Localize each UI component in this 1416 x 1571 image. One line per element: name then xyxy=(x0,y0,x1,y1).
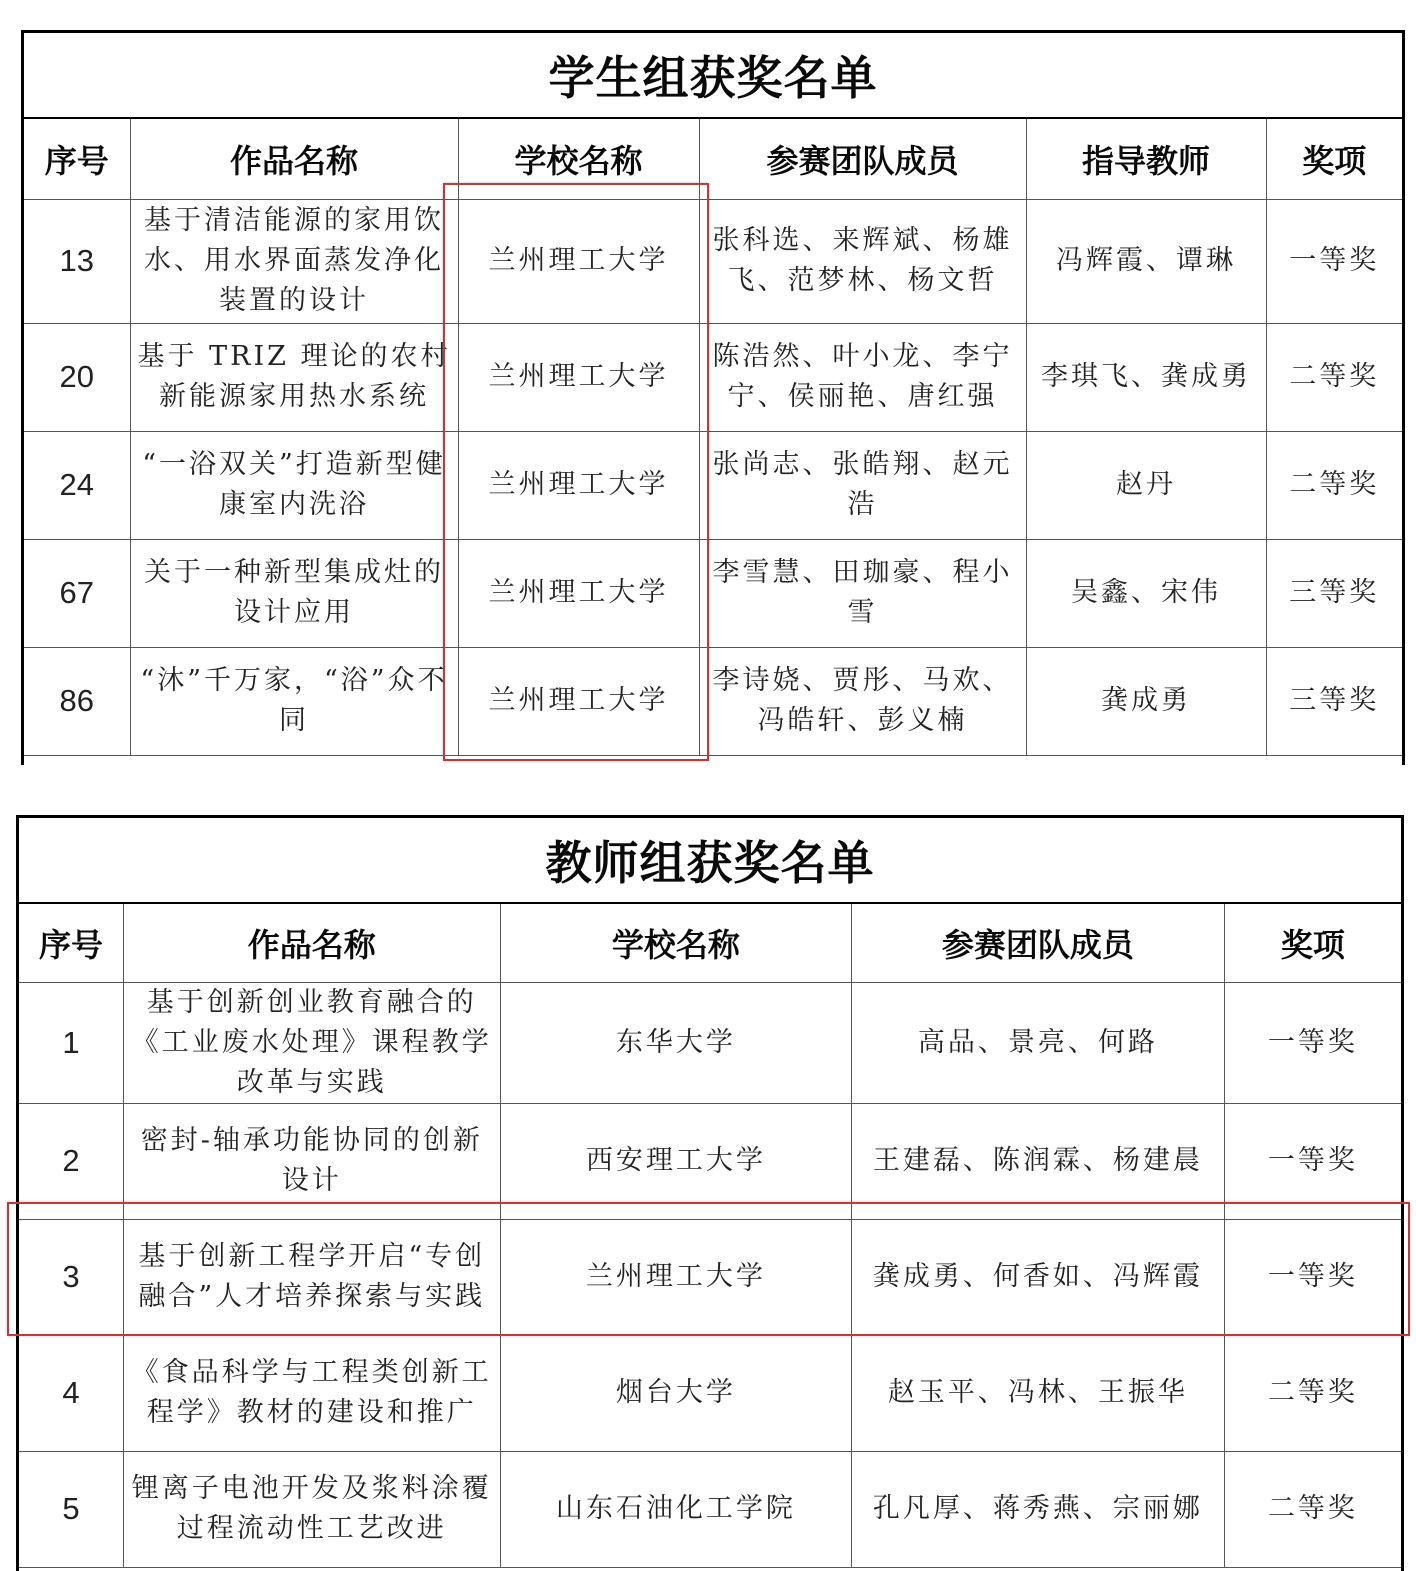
cell-work: 《食品科学与工程类创新工程学》教材的建设和推广 xyxy=(123,1335,500,1451)
student-award-table xyxy=(24,119,1402,756)
cell-award: 二等奖 xyxy=(1224,1451,1401,1567)
table-row xyxy=(19,1103,1401,1219)
cell-award: 一等奖 xyxy=(1224,1103,1401,1219)
cell-school: 兰州理工大学 xyxy=(458,431,699,539)
student-table-title: 学生组获奖名单 xyxy=(24,33,1402,119)
cell-no: 5 xyxy=(19,1451,123,1567)
header-award: 奖项 xyxy=(1224,904,1401,982)
cell-school: 兰州理工大学 xyxy=(500,1219,852,1335)
table-row xyxy=(24,199,1402,323)
table-row xyxy=(19,1335,1401,1451)
cell-members: 张尚志、张皓翔、赵元浩 xyxy=(699,431,1026,539)
table-header-row xyxy=(24,119,1402,199)
cell-award: 二等奖 xyxy=(1224,1335,1401,1451)
cell-award: 二等奖 xyxy=(1266,323,1402,431)
cell-work: 基于清洁能源的家用饮水、用水界面蒸发净化装置的设计 xyxy=(130,199,458,323)
cell-school: 兰州理工大学 xyxy=(458,647,699,755)
cell-members: 王建磊、陈润霖、杨建晨 xyxy=(852,1103,1225,1219)
teacher-award-table xyxy=(19,904,1401,1568)
header-no: 序号 xyxy=(24,119,130,199)
teacher-award-panel xyxy=(16,815,1404,1571)
student-award-panel xyxy=(21,30,1405,765)
table-row xyxy=(24,323,1402,431)
cell-advisor: 李琪飞、龚成勇 xyxy=(1026,323,1266,431)
teacher-table-title: 教师组获奖名单 xyxy=(19,818,1401,904)
cell-advisor: 龚成勇 xyxy=(1026,647,1266,755)
cell-school: 烟台大学 xyxy=(500,1335,852,1451)
table-row xyxy=(19,1219,1401,1335)
cell-no: 4 xyxy=(19,1335,123,1451)
cell-members: 龚成勇、何香如、冯辉霞 xyxy=(852,1219,1225,1335)
cell-advisor: 吴鑫、宋伟 xyxy=(1026,539,1266,647)
cell-work: 密封-轴承功能协同的创新设计 xyxy=(123,1103,500,1219)
header-no: 序号 xyxy=(19,904,123,982)
cell-work: 锂离子电池开发及浆料涂覆过程流动性工艺改进 xyxy=(123,1451,500,1567)
cell-work: 基于 TRIZ 理论的农村新能源家用热水系统 xyxy=(130,323,458,431)
cell-school: 兰州理工大学 xyxy=(458,199,699,323)
cell-no: 1 xyxy=(19,982,123,1103)
cell-award: 三等奖 xyxy=(1266,539,1402,647)
table-row xyxy=(24,539,1402,647)
header-school: 学校名称 xyxy=(458,119,699,199)
header-award: 奖项 xyxy=(1266,119,1402,199)
cell-members: 赵玉平、冯林、王振华 xyxy=(852,1335,1225,1451)
cell-no: 67 xyxy=(24,539,130,647)
cell-no: 2 xyxy=(19,1103,123,1219)
header-school: 学校名称 xyxy=(500,904,852,982)
table-header-row xyxy=(19,904,1401,982)
cell-work: “沐”千万家，“浴”众不同 xyxy=(130,647,458,755)
cell-school: 山东石油化工学院 xyxy=(500,1451,852,1567)
header-advisor: 指导教师 xyxy=(1026,119,1266,199)
cell-work: 基于创新工程学开启“专创融合”人才培养探索与实践 xyxy=(123,1219,500,1335)
cell-no: 86 xyxy=(24,647,130,755)
cell-school: 兰州理工大学 xyxy=(458,539,699,647)
header-members: 参赛团队成员 xyxy=(852,904,1225,982)
cell-school: 兰州理工大学 xyxy=(458,323,699,431)
cell-no: 24 xyxy=(24,431,130,539)
cell-work: “一浴双关”打造新型健康室内洗浴 xyxy=(130,431,458,539)
cell-members: 李诗娆、贾彤、马欢、冯皓轩、彭义楠 xyxy=(699,647,1026,755)
cell-work: 基于创新创业教育融合的《工业废水处理》课程教学改革与实践 xyxy=(123,982,500,1103)
cell-work: 关于一种新型集成灶的设计应用 xyxy=(130,539,458,647)
cell-no: 20 xyxy=(24,323,130,431)
cell-members: 孔凡厚、蒋秀燕、宗丽娜 xyxy=(852,1451,1225,1567)
cell-no: 13 xyxy=(24,199,130,323)
cell-members: 李雪慧、田珈豪、程小雪 xyxy=(699,539,1026,647)
header-work: 作品名称 xyxy=(123,904,500,982)
table-row xyxy=(19,982,1401,1103)
cell-no: 3 xyxy=(19,1219,123,1335)
table-row xyxy=(24,647,1402,755)
cell-award: 二等奖 xyxy=(1266,431,1402,539)
cell-advisor: 赵丹 xyxy=(1026,431,1266,539)
header-work: 作品名称 xyxy=(130,119,458,199)
table-row xyxy=(19,1451,1401,1567)
cell-award: 一等奖 xyxy=(1224,982,1401,1103)
cell-award: 三等奖 xyxy=(1266,647,1402,755)
cell-school: 东华大学 xyxy=(500,982,852,1103)
cell-school: 西安理工大学 xyxy=(500,1103,852,1219)
table-row xyxy=(24,431,1402,539)
cell-award: 一等奖 xyxy=(1266,199,1402,323)
cell-members: 陈浩然、叶小龙、李宁宁、侯丽艳、唐红强 xyxy=(699,323,1026,431)
cell-advisor: 冯辉霞、谭琳 xyxy=(1026,199,1266,323)
header-members: 参赛团队成员 xyxy=(699,119,1026,199)
cell-award: 一等奖 xyxy=(1224,1219,1401,1335)
cell-members: 高品、景亮、何路 xyxy=(852,982,1225,1103)
cell-members: 张科选、来辉斌、杨雄飞、范梦林、杨文哲 xyxy=(699,199,1026,323)
